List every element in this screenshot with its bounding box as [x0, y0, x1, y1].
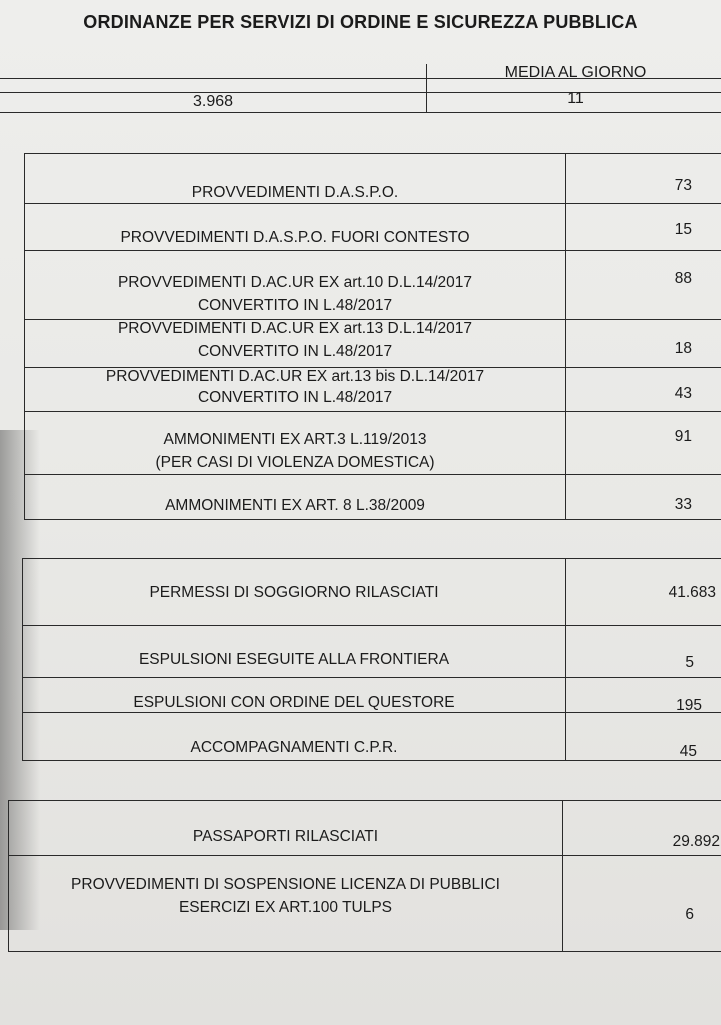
table-row-label: ESPULSIONI CON ORDINE DEL QUESTORE [133, 694, 455, 711]
table-row-label: PROVVEDIMENTI D.AC.UR EX art.10 D.L.14/2017 [117, 274, 473, 291]
total-value: 3.968 [192, 93, 234, 110]
table-row-label: ESERCIZI EX ART.100 TULPS [178, 899, 393, 916]
table-row-label: CONVERTITO IN L.48/2017 [197, 343, 393, 360]
table-row-label: PROVVEDIMENTI D.A.S.P.O. [191, 184, 399, 201]
table-row-value: 195 [676, 697, 702, 714]
table-row-value: 91 [674, 428, 692, 445]
table-row-label: PASSAPORTI RILASCIATI [192, 828, 379, 845]
table-row-value: 18 [674, 340, 692, 357]
daily-average-value: 11 [567, 90, 584, 107]
table-row-label: AMMONIMENTI EX ART. 8 L.38/2009 [165, 497, 425, 514]
table-row-value: 5 [685, 654, 694, 671]
table-row-label: CONVERTITO IN L.48/2017 [197, 389, 393, 406]
table-row-label: CONVERTITO IN L.48/2017 [197, 297, 393, 314]
table-row-label: PERMESSI DI SOGGIORNO RILASCIATI [149, 584, 439, 601]
page-title: ORDINANZE PER SERVIZI DI ORDINE E SICUREZZA PUBBLICA [83, 12, 638, 32]
table-row-value: 6 [685, 906, 694, 923]
table-row-value: 88 [674, 270, 692, 287]
table-row-label: AMMONIMENTI EX ART.3 L.119/2013 [163, 431, 427, 448]
table-row-label: PROVVEDIMENTI D.AC.UR EX art.13 bis D.L.14/2017 [105, 368, 485, 385]
table-row-label: (PER CASI DI VIOLENZA DOMESTICA) [155, 454, 435, 471]
table-row-label: PROVVEDIMENTI D.A.S.P.O. FUORI CONTESTO [120, 229, 470, 246]
table-row-value: 73 [674, 177, 692, 194]
table-row-value: 43 [674, 385, 692, 402]
table-row-label: PROVVEDIMENTI DI SOSPENSIONE LICENZA DI PUBBLICI [71, 876, 500, 893]
table-row-value: 29.892 [672, 833, 720, 850]
table-row-value: 45 [679, 743, 697, 760]
table-row-value: 15 [674, 221, 692, 238]
table-row-value: 33 [674, 496, 692, 513]
table-row-label: ESPULSIONI ESEGUITE ALLA FRONTIERA [138, 651, 450, 668]
table-row-label: ACCOMPAGNAMENTI C.P.R. [190, 739, 398, 756]
table-row-value: 41.683 [668, 584, 716, 601]
table-row-label: PROVVEDIMENTI D.AC.UR EX art.13 D.L.14/2017 [117, 320, 473, 337]
media-al-giorno-header: MEDIA AL GIORNO [504, 64, 647, 81]
